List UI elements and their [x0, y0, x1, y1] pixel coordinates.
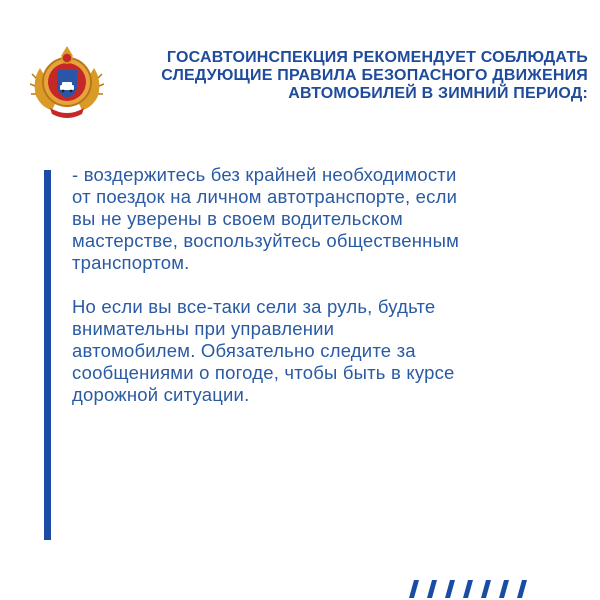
- text-line: мастерстве, воспользуйтесь общественным: [72, 230, 460, 251]
- title-line: ГОСАВТОИНСПЕКЦИЯ РЕКОМЕНДУЕТ СОБЛЮДАТЬ: [166, 49, 588, 66]
- slash-stripes-decoration: [405, 576, 545, 600]
- text-line: от поездок на личном автотранспорте, если: [72, 186, 458, 207]
- paragraph-1: [72, 164, 572, 274]
- paragraph-2: [72, 296, 572, 406]
- text-line: Но если вы все-таки сели за руль, будьте: [72, 296, 436, 317]
- text-line: дорожной ситуации.: [72, 384, 250, 405]
- body-text: [72, 164, 572, 406]
- text-line: вы не уверены в своем водительском: [72, 208, 403, 229]
- text-line: - воздержитесь без крайней необходимости: [72, 164, 457, 185]
- text-line: транспортом.: [72, 252, 190, 273]
- title-line: СЛЕДУЮЩИЕ ПРАВИЛА БЕЗОПАСНОГО ДВИЖЕНИЯ: [161, 67, 588, 84]
- accent-bar: [44, 170, 51, 540]
- text-line: внимательны при управлении: [72, 318, 335, 339]
- title-line: АВТОМОБИЛЕЙ В ЗИМНИЙ ПЕРИОД:: [288, 85, 588, 102]
- gai-emblem-icon: [30, 38, 104, 122]
- text-line: сообщениями о погоде, чтобы быть в курсе: [72, 362, 455, 383]
- text-line: автомобилем. Обязательно следите за: [72, 340, 416, 361]
- page-title: [118, 49, 588, 103]
